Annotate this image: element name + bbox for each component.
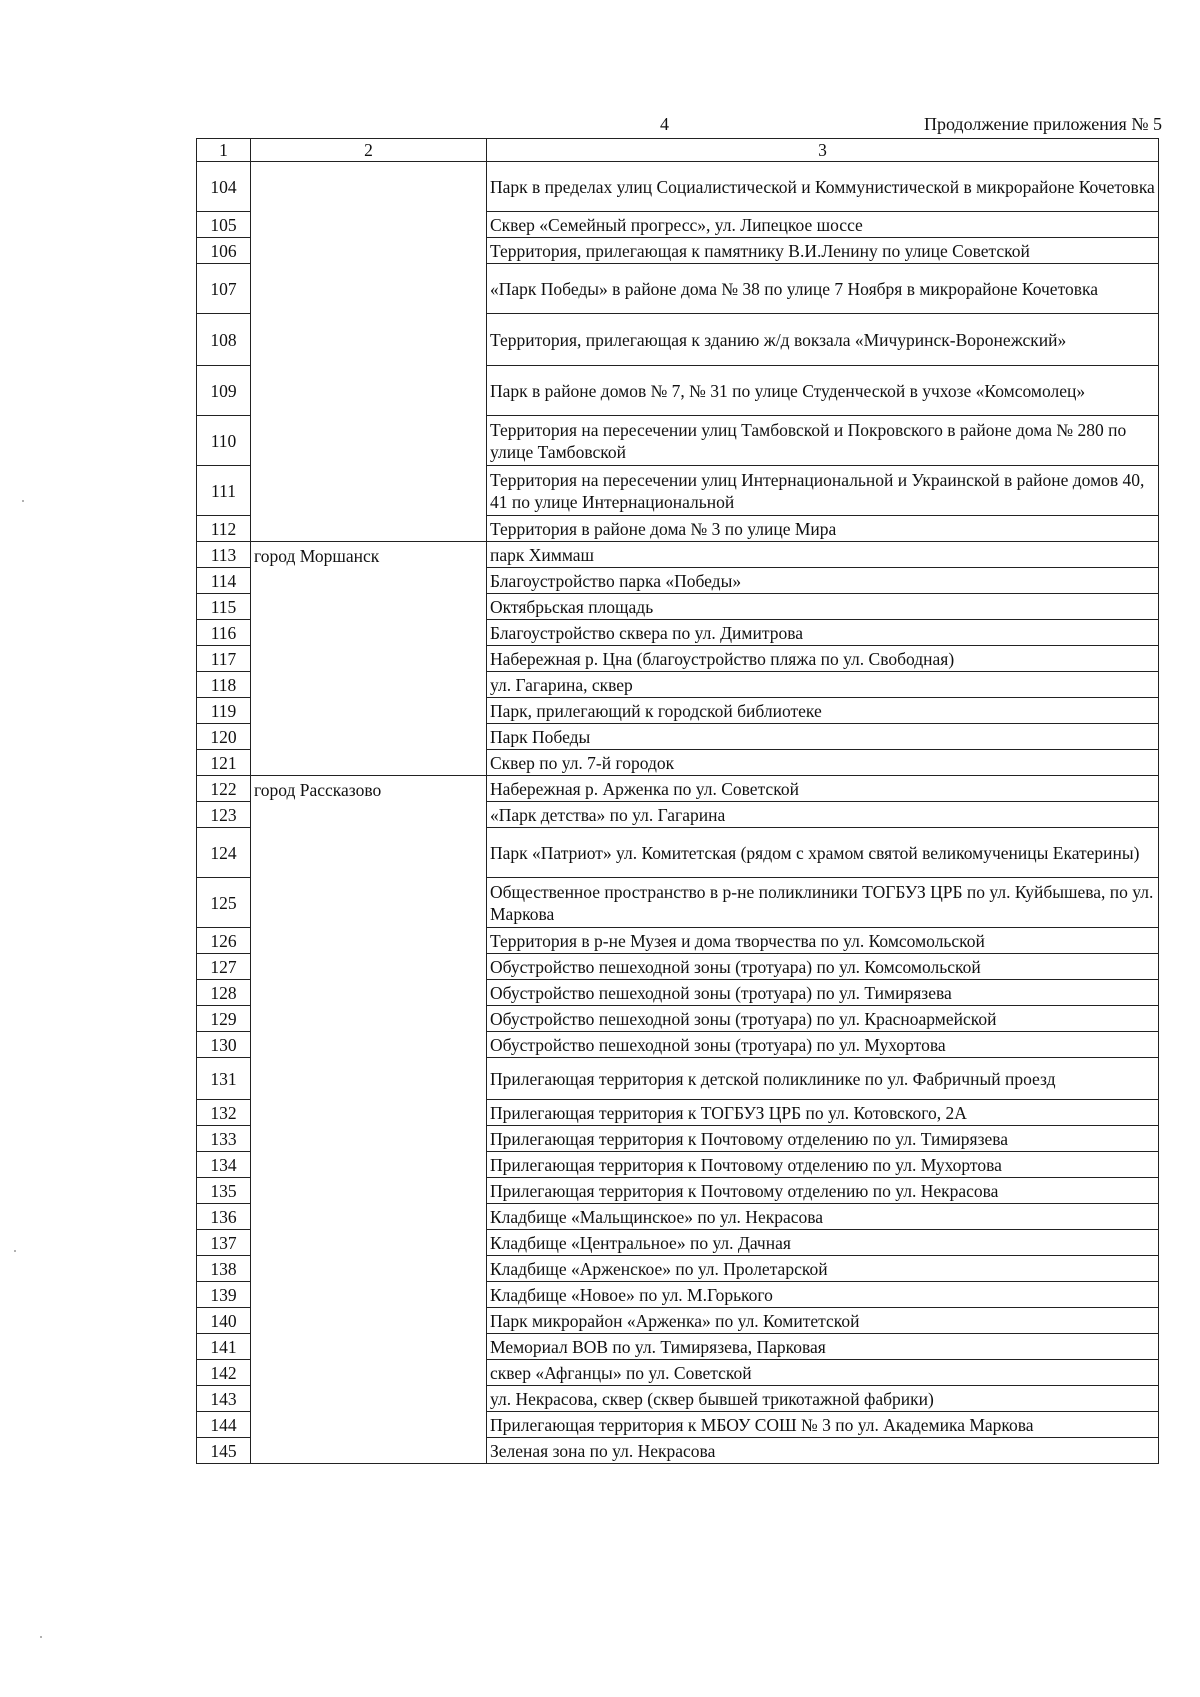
- row-number: 119: [197, 698, 251, 724]
- row-number: 114: [197, 568, 251, 594]
- row-number: 110: [197, 416, 251, 466]
- table-row: [197, 542, 1159, 568]
- row-number: 144: [197, 1412, 251, 1438]
- municipality-cell: город Моршанск: [251, 542, 487, 776]
- row-number: 139: [197, 1282, 251, 1308]
- object-description: Территория в районе дома № 3 по улице Мира: [487, 516, 1159, 542]
- object-description: Территория, прилегающая к памятнику В.И.Ленину по улице Советской: [487, 238, 1159, 264]
- scan-speck: [14, 1250, 16, 1252]
- object-description: Территория, прилегающая к зданию ж/д вокзала «Мичуринск-Воронежский»: [487, 314, 1159, 366]
- column-header-3: 3: [487, 139, 1159, 162]
- row-number: 120: [197, 724, 251, 750]
- object-description: Октябрьская площадь: [487, 594, 1159, 620]
- row-number: 118: [197, 672, 251, 698]
- row-number: 113: [197, 542, 251, 568]
- object-description: Набережная р. Цна (благоустройство пляжа по ул. Свободная): [487, 646, 1159, 672]
- object-description: Набережная р. Арженка по ул. Советской: [487, 776, 1159, 802]
- object-description: Прилегающая территория к детской поликлинике по ул. Фабричный проезд: [487, 1058, 1159, 1100]
- object-description: парк Химмаш: [487, 542, 1159, 568]
- row-number: 104: [197, 162, 251, 212]
- municipality-cell: [251, 162, 487, 542]
- object-description: Прилегающая территория к МБОУ СОШ № 3 по ул. Академика Маркова: [487, 1412, 1159, 1438]
- row-number: 123: [197, 802, 251, 828]
- table-row: [197, 162, 1159, 212]
- object-description: Парк в районе домов № 7, № 31 по улице Студенческой в учхозе «Комсомолец»: [487, 366, 1159, 416]
- row-number: 107: [197, 264, 251, 314]
- row-number: 116: [197, 620, 251, 646]
- object-description: Обустройство пешеходной зоны (тротуара) по ул. Тимирязева: [487, 980, 1159, 1006]
- object-description: Парк, прилегающий к городской библиотеке: [487, 698, 1159, 724]
- row-number: 106: [197, 238, 251, 264]
- column-number-row: [197, 139, 1159, 162]
- row-number: 130: [197, 1032, 251, 1058]
- row-number: 115: [197, 594, 251, 620]
- object-description: Обустройство пешеходной зоны (тротуара) по ул. Мухортова: [487, 1032, 1159, 1058]
- page-number: 4: [660, 114, 669, 134]
- object-description: Прилегающая территория к Почтовому отделению по ул. Тимирязева: [487, 1126, 1159, 1152]
- row-number: 124: [197, 828, 251, 878]
- object-description: Парк Победы: [487, 724, 1159, 750]
- column-header-2: 2: [251, 139, 487, 162]
- row-number: 142: [197, 1360, 251, 1386]
- row-number: 127: [197, 954, 251, 980]
- row-number: 112: [197, 516, 251, 542]
- object-description: Прилегающая территория к Почтовому отделению по ул. Некрасова: [487, 1178, 1159, 1204]
- municipality-cell: город Рассказово: [251, 776, 487, 1464]
- row-number: 108: [197, 314, 251, 366]
- column-header-1: 1: [197, 139, 251, 162]
- object-description: Кладбище «Новое» по ул. М.Горького: [487, 1282, 1159, 1308]
- object-description: Обустройство пешеходной зоны (тротуара) по ул. Комсомольской: [487, 954, 1159, 980]
- object-description: Прилегающая территория к ТОГБУЗ ЦРБ по ул. Котовского, 2А: [487, 1100, 1159, 1126]
- object-description: Кладбище «Центральное» по ул. Дачная: [487, 1230, 1159, 1256]
- object-description: ул. Некрасова, сквер (сквер бывшей трикотажной фабрики): [487, 1386, 1159, 1412]
- row-number: 131: [197, 1058, 251, 1100]
- object-description: Сквер по ул. 7-й городок: [487, 750, 1159, 776]
- object-description: Прилегающая территория к Почтовому отделению по ул. Мухортова: [487, 1152, 1159, 1178]
- object-description: Зеленая зона по ул. Некрасова: [487, 1438, 1159, 1464]
- row-number: 109: [197, 366, 251, 416]
- row-number: 128: [197, 980, 251, 1006]
- row-number: 137: [197, 1230, 251, 1256]
- object-description: Территория в р-не Музея и дома творчества по ул. Комсомольской: [487, 928, 1159, 954]
- scan-speck: [22, 500, 24, 502]
- object-description: Парк микрорайон «Арженка» по ул. Комитетской: [487, 1308, 1159, 1334]
- continuation-label: Продолжение приложения № 5: [923, 114, 1162, 134]
- object-description: «Парк детства» по ул. Гагарина: [487, 802, 1159, 828]
- row-number: 145: [197, 1438, 251, 1464]
- row-number: 140: [197, 1308, 251, 1334]
- row-number: 138: [197, 1256, 251, 1282]
- row-number: 129: [197, 1006, 251, 1032]
- object-description: Обустройство пешеходной зоны (тротуара) по ул. Красноармейской: [487, 1006, 1159, 1032]
- object-description: Кладбище «Мальщинское» по ул. Некрасова: [487, 1204, 1159, 1230]
- row-number: 105: [197, 212, 251, 238]
- object-description: сквер «Афганцы» по ул. Советской: [487, 1360, 1159, 1386]
- row-number: 132: [197, 1100, 251, 1126]
- row-number: 117: [197, 646, 251, 672]
- object-description: Общественное пространство в р-не поликлиники ТОГБУЗ ЦРБ по ул. Куйбышева, по ул. Маркова: [487, 878, 1159, 928]
- object-description: Кладбище «Арженское» по ул. Пролетарской: [487, 1256, 1159, 1282]
- table-body: [197, 162, 1159, 1464]
- row-number: 122: [197, 776, 251, 802]
- object-description: Мемориал ВОВ по ул. Тимирязева, Парковая: [487, 1334, 1159, 1360]
- object-description: Сквер «Семейный прогресс», ул. Липецкое шоссе: [487, 212, 1159, 238]
- row-number: 125: [197, 878, 251, 928]
- row-number: 143: [197, 1386, 251, 1412]
- row-number: 135: [197, 1178, 251, 1204]
- object-description: Парк в пределах улиц Социалистической и Коммунистической в микрорайоне Кочетовка: [487, 162, 1159, 212]
- scan-speck: [40, 1636, 42, 1638]
- object-description: Территория на пересечении улиц Интернациональной и Украинской в районе домов 40, 41 по улице Интернациональной: [487, 466, 1159, 516]
- object-description: Благоустройство сквера по ул. Димитрова: [487, 620, 1159, 646]
- row-number: 136: [197, 1204, 251, 1230]
- object-description: ул. Гагарина, сквер: [487, 672, 1159, 698]
- objects-table: [196, 138, 1159, 1464]
- row-number: 126: [197, 928, 251, 954]
- object-description: Благоустройство парка «Победы»: [487, 568, 1159, 594]
- row-number: 133: [197, 1126, 251, 1152]
- object-description: «Парк Победы» в районе дома № 38 по улице 7 Ноября в микрорайоне Кочетовка: [487, 264, 1159, 314]
- row-number: 111: [197, 466, 251, 516]
- row-number: 141: [197, 1334, 251, 1360]
- object-description: Парк «Патриот» ул. Комитетская (рядом с храмом святой великомученицы Екатерины): [487, 828, 1159, 878]
- row-number: 121: [197, 750, 251, 776]
- object-description: Территория на пересечении улиц Тамбовской и Покровского в районе дома № 280 по улице Тамбовской: [487, 416, 1159, 466]
- table-row: [197, 776, 1159, 802]
- row-number: 134: [197, 1152, 251, 1178]
